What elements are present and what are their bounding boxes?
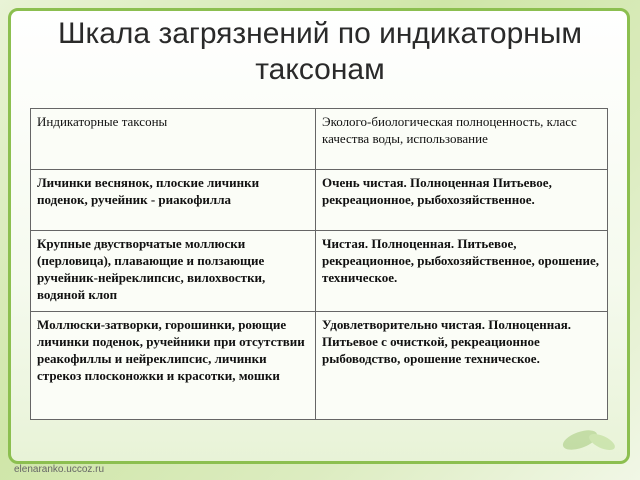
table-row — [31, 312, 608, 420]
table-cell-taxa: Крупные двустворчатые моллюски (перловица), плавающие и ползающие ручейник-нейреклипсис, вилохвостки, водяной клоп — [31, 231, 316, 312]
slide-title: Шкала загрязнений по индикаторным таксонам — [57, 17, 583, 86]
header-cell-taxa: Индикаторные таксоны — [31, 109, 316, 170]
leaf-decoration-icon — [560, 420, 620, 460]
table-cell-quality: Очень чистая. Полноценная Питьевое, рекреационное, рыбохозяйственное. — [316, 170, 608, 231]
site-footer: elenaranko.uccoz.ru — [14, 464, 105, 475]
table-cell-quality: Удовлетворительно чистая. Полноценная. Питьевое с очисткой, рекреационное рыбоводство, орошение техническое. — [316, 312, 608, 420]
table-cell-taxa: Моллюски-затворки, горошинки, роющие личинки поденок, ручейники при отсутствии реакофиллы и нейреклипсис, личинки стрекоз плосконожки и красотки, мошки — [31, 312, 316, 420]
table-row — [31, 170, 608, 231]
table-row — [31, 231, 608, 312]
table-cell-quality: Чистая. Полноценная. Питьевое, рекреационное, рыбохозяйственное, орошение, техническое. — [316, 231, 608, 312]
table-header-row — [31, 109, 608, 170]
header-cell-quality: Эколого-биологическая полноценность, класс качества воды, использование — [316, 109, 608, 170]
table-cell-taxa: Личинки веснянок, плоские личинки поденок, ручейник - риакофилла — [31, 170, 316, 231]
taxa-table — [30, 108, 608, 420]
